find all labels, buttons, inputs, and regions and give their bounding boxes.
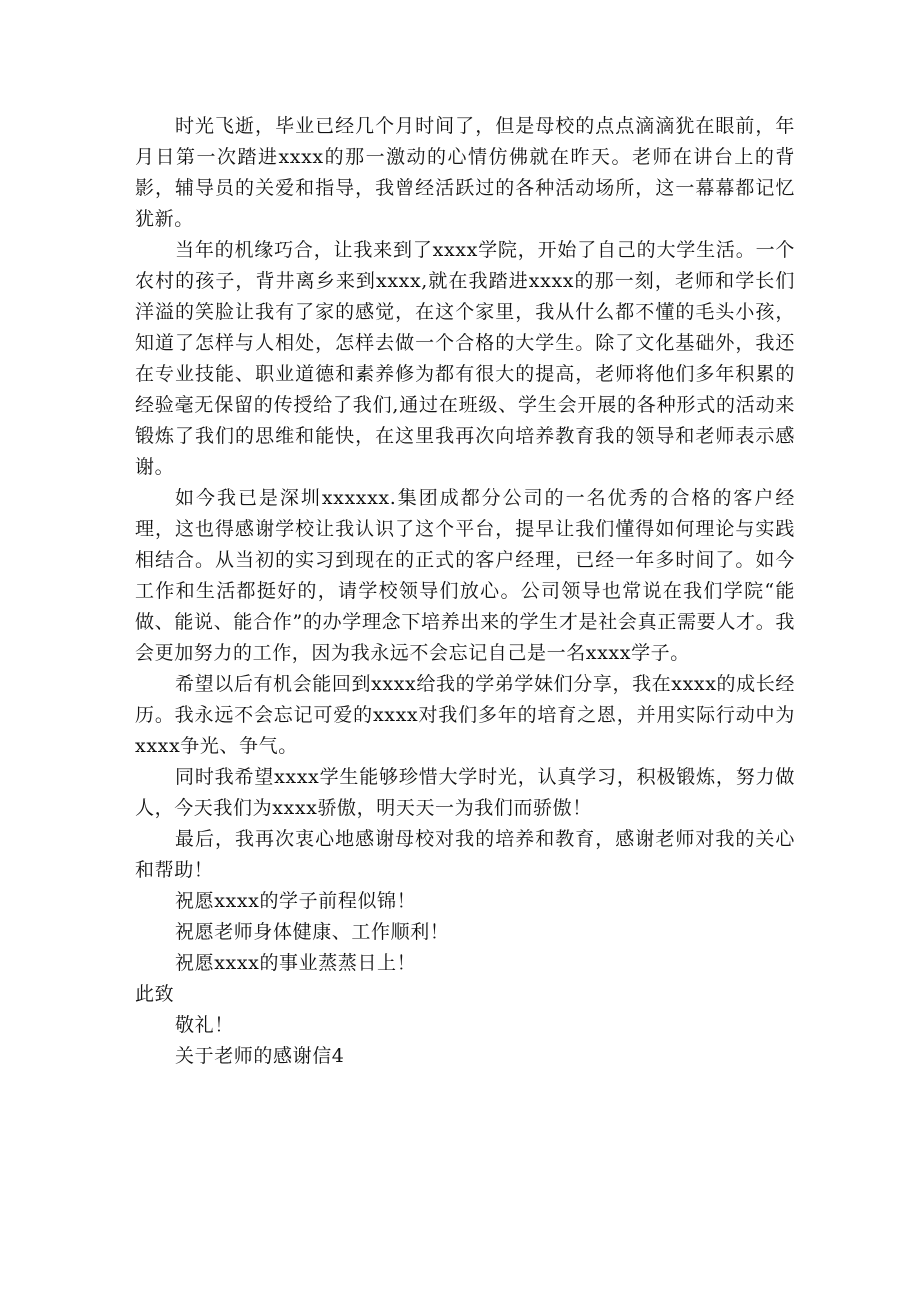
wish-line-teachers: 祝愿老师身体健康、工作顺利！ [175,921,450,943]
wish-line-school: 祝愿xxxx的事业蒸蒸日上！ [175,952,417,974]
salute-phrase: 敬礼！ [175,1014,234,1036]
wish-line-students: 祝愿xxxx的学子前程似锦！ [175,890,417,912]
next-letter-title: 关于老师的感谢信4 [175,1045,345,1067]
paragraph-hope: 希望以后有机会能回到xxxx给我的学弟学妹们分享，我在xxxx的成长经历。我永远不会忘记可爱的xxxx对我们多年的培育之恩，并用实际行动中为xxxx争光、争气。 [135,673,795,757]
paragraph-college-life: 当年的机缘巧合，让我来到了xxxx学院，开始了自己的大学生活。一个农村的孩子，背井离乡来到xxxx,就在我踏进xxxx的那一刻，老师和学长们洋溢的笑脸让我有了家的感觉，在这个家里，我从什么都不懂的毛头小孩，知道了怎样与人相处，怎样去做一个合格的大学生。除了文化基础外，我还在专业技能、职业道德和素养修为都有很大的提高，老师将他们多年积累的经验毫无保留的传授给了我们,通过在班级、学生会开展的各种形式的活动来锻炼了我们的思维和能快，在这里我再次向培养教育我的领导和老师表示感谢。 [135,239,795,478]
paragraph-thanks: 最后，我再次衷心地感谢母校对我的培养和教育，感谢老师对我的关心和帮助！ [135,828,795,881]
closing-phrase: 此致 [135,983,175,1005]
paragraph-current-job: 如今我已是深圳xxxxxx.集团成都分公司的一名优秀的合格的客户经理，这也得感谢学校让我认识了这个平台，提早让我们懂得如何理论与实践相结合。从当初的实习到现在的正式的客户经理，已经一年多时间了。如今工作和生活都挺好的，请学校领导们放心。公司领导也常说在我们学院“能做、能说、能合作”的办学理念下培养出来的学生才是社会真正需要人才。我会更加努力的工作，因为我永远不会忘记自己是一名xxxx学子。 [135,487,795,664]
letter-body [135,111,795,1072]
paragraph-advice: 同时我希望xxxx学生能够珍惜大学时光，认真学习，积极锻炼，努力做人，今天我们为xxxx骄傲，明天天一为我们而骄傲！ [135,766,795,819]
paragraph-memories: 时光飞逝，毕业已经几个月时间了，但是母校的点点滴滴犹在眼前，年月日第一次踏进xxxx的那一激动的心情仿佛就在昨天。老师在讲台上的背影，辅导员的关爱和指导，我曾经活跃过的各种活动场所，这一幕幕都记忆犹新。 [135,115,795,230]
